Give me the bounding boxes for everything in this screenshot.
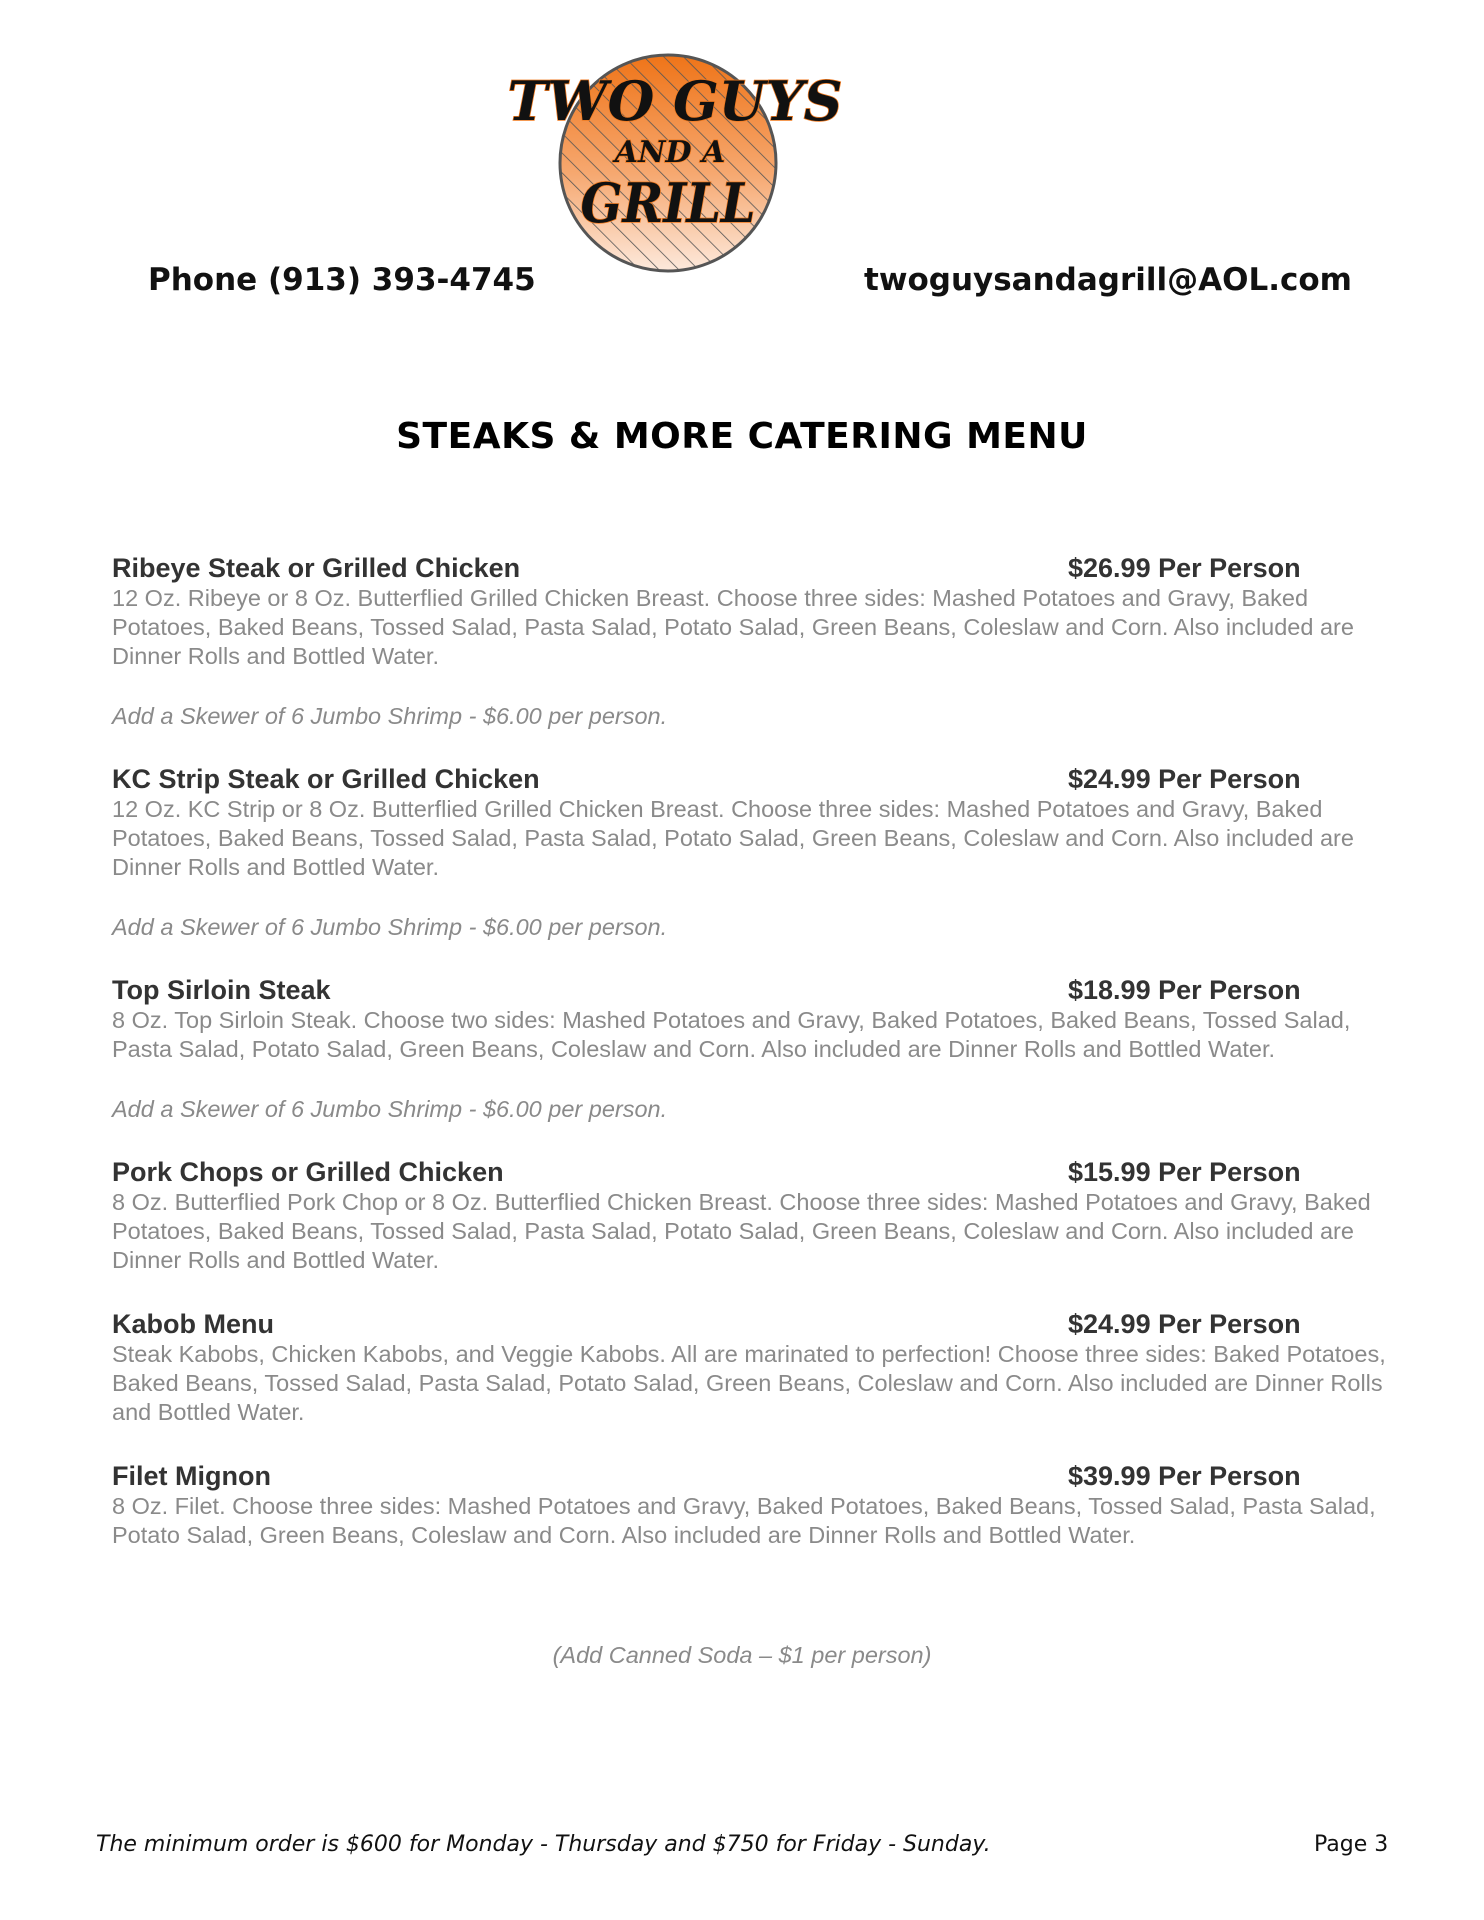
item-description: 12 Oz. Ribeye or 8 Oz. Butterflied Grilled Chicken Breast. Choose three sides: Mashed Potatoes and Gravy, Baked Potatoes, Baked Beans, Tossed Salad, Pasta Salad, Potato Salad, Green Beans, Coleslaw and Corn. Also included are Dinner Rolls and Bottled Water. xyxy=(112,585,1354,669)
menu-list xyxy=(112,553,1387,1584)
logo-line3: GRILL xyxy=(580,171,756,235)
logo-line2: AND A xyxy=(614,135,726,170)
item-price: $39.99 Per Person xyxy=(1068,1461,1301,1491)
item-description: 8 Oz. Butterflied Pork Chop or 8 Oz. Butterflied Chicken Breast. Choose three sides: Mashed Potatoes and Gravy, Baked Potatoes, Baked Beans, Tossed Salad, Pasta Salad, Potato Salad, Green Beans, Coleslaw and Corn. Also included are Dinner Rolls and Bottled Water. xyxy=(112,1189,1371,1273)
menu-item-ribeye xyxy=(112,553,1387,730)
item-name: KC Strip Steak or Grilled Chicken xyxy=(112,764,540,794)
menu-item-pork-chops xyxy=(112,1157,1387,1275)
grill-logo-graphic xyxy=(500,52,850,292)
item-description: 8 Oz. Filet. Choose three sides: Mashed Potatoes and Gravy, Baked Potatoes, Baked Beans, Tossed Salad, Pasta Salad, Potato Salad, Green Beans, Coleslaw and Corn. Also included are Dinner Rolls and Bottled Water. xyxy=(112,1493,1376,1548)
item-price: $26.99 Per Person xyxy=(1068,553,1301,583)
item-price: $24.99 Per Person xyxy=(1068,764,1301,794)
item-addon: Add a Skewer of 6 Jumbo Shrimp - $6.00 per person. xyxy=(112,914,668,940)
item-name: Ribeye Steak or Grilled Chicken xyxy=(112,553,521,583)
company-logo xyxy=(500,52,850,292)
minimum-order-note: The minimum order is $600 for Monday - Thursday and $750 for Friday - Sunday. xyxy=(96,1832,991,1857)
page-number: Page 3 xyxy=(1314,1832,1389,1857)
email-address: twoguysandagrill@AOL.com xyxy=(864,262,1352,298)
item-description: 12 Oz. KC Strip or 8 Oz. Butterflied Grilled Chicken Breast. Choose three sides: Mashed Potatoes and Gravy, Baked Potatoes, Baked Beans, Tossed Salad, Pasta Salad, Potato Salad, Green Beans, Coleslaw and Corn. Also included are Dinner Rolls and Bottled Water. xyxy=(112,796,1354,880)
logo-line1: TWO GUYS xyxy=(507,69,843,133)
phone-number: Phone (913) 393-4745 xyxy=(148,262,536,298)
item-name: Top Sirloin Steak xyxy=(112,975,331,1005)
menu-item-kabob xyxy=(112,1309,1387,1427)
menu-item-kc-strip xyxy=(112,764,1387,941)
item-name: Pork Chops or Grilled Chicken xyxy=(112,1157,504,1187)
item-addon: Add a Skewer of 6 Jumbo Shrimp - $6.00 per person. xyxy=(112,703,668,729)
item-description: Steak Kabobs, Chicken Kabobs, and Veggie Kabobs. All are marinated to perfection! Choose three sides: Baked Potatoes, Baked Beans, Tossed Salad, Pasta Salad, Potato Salad, Green Beans, Coleslaw and Corn. Also included are Dinner Rolls and Bottled Water. xyxy=(112,1341,1386,1425)
item-price: $15.99 Per Person xyxy=(1068,1157,1301,1187)
item-name: Kabob Menu xyxy=(112,1309,274,1339)
page-title: STEAKS & MORE CATERING MENU xyxy=(396,416,1088,457)
item-price: $24.99 Per Person xyxy=(1068,1309,1301,1339)
item-name: Filet Mignon xyxy=(112,1461,271,1491)
soda-note: (Add Canned Soda – $1 per person) xyxy=(552,1642,932,1668)
menu-item-top-sirloin xyxy=(112,975,1387,1123)
menu-item-filet-mignon xyxy=(112,1461,1387,1550)
item-price: $18.99 Per Person xyxy=(1068,975,1301,1005)
item-addon: Add a Skewer of 6 Jumbo Shrimp - $6.00 per person. xyxy=(112,1096,668,1122)
item-description: 8 Oz. Top Sirloin Steak. Choose two sides: Mashed Potatoes and Gravy, Baked Potatoes, Baked Beans, Tossed Salad, Pasta Salad, Potato Salad, Green Beans, Coleslaw and Corn. Also included are Dinner Rolls and Bottled Water. xyxy=(112,1007,1351,1062)
